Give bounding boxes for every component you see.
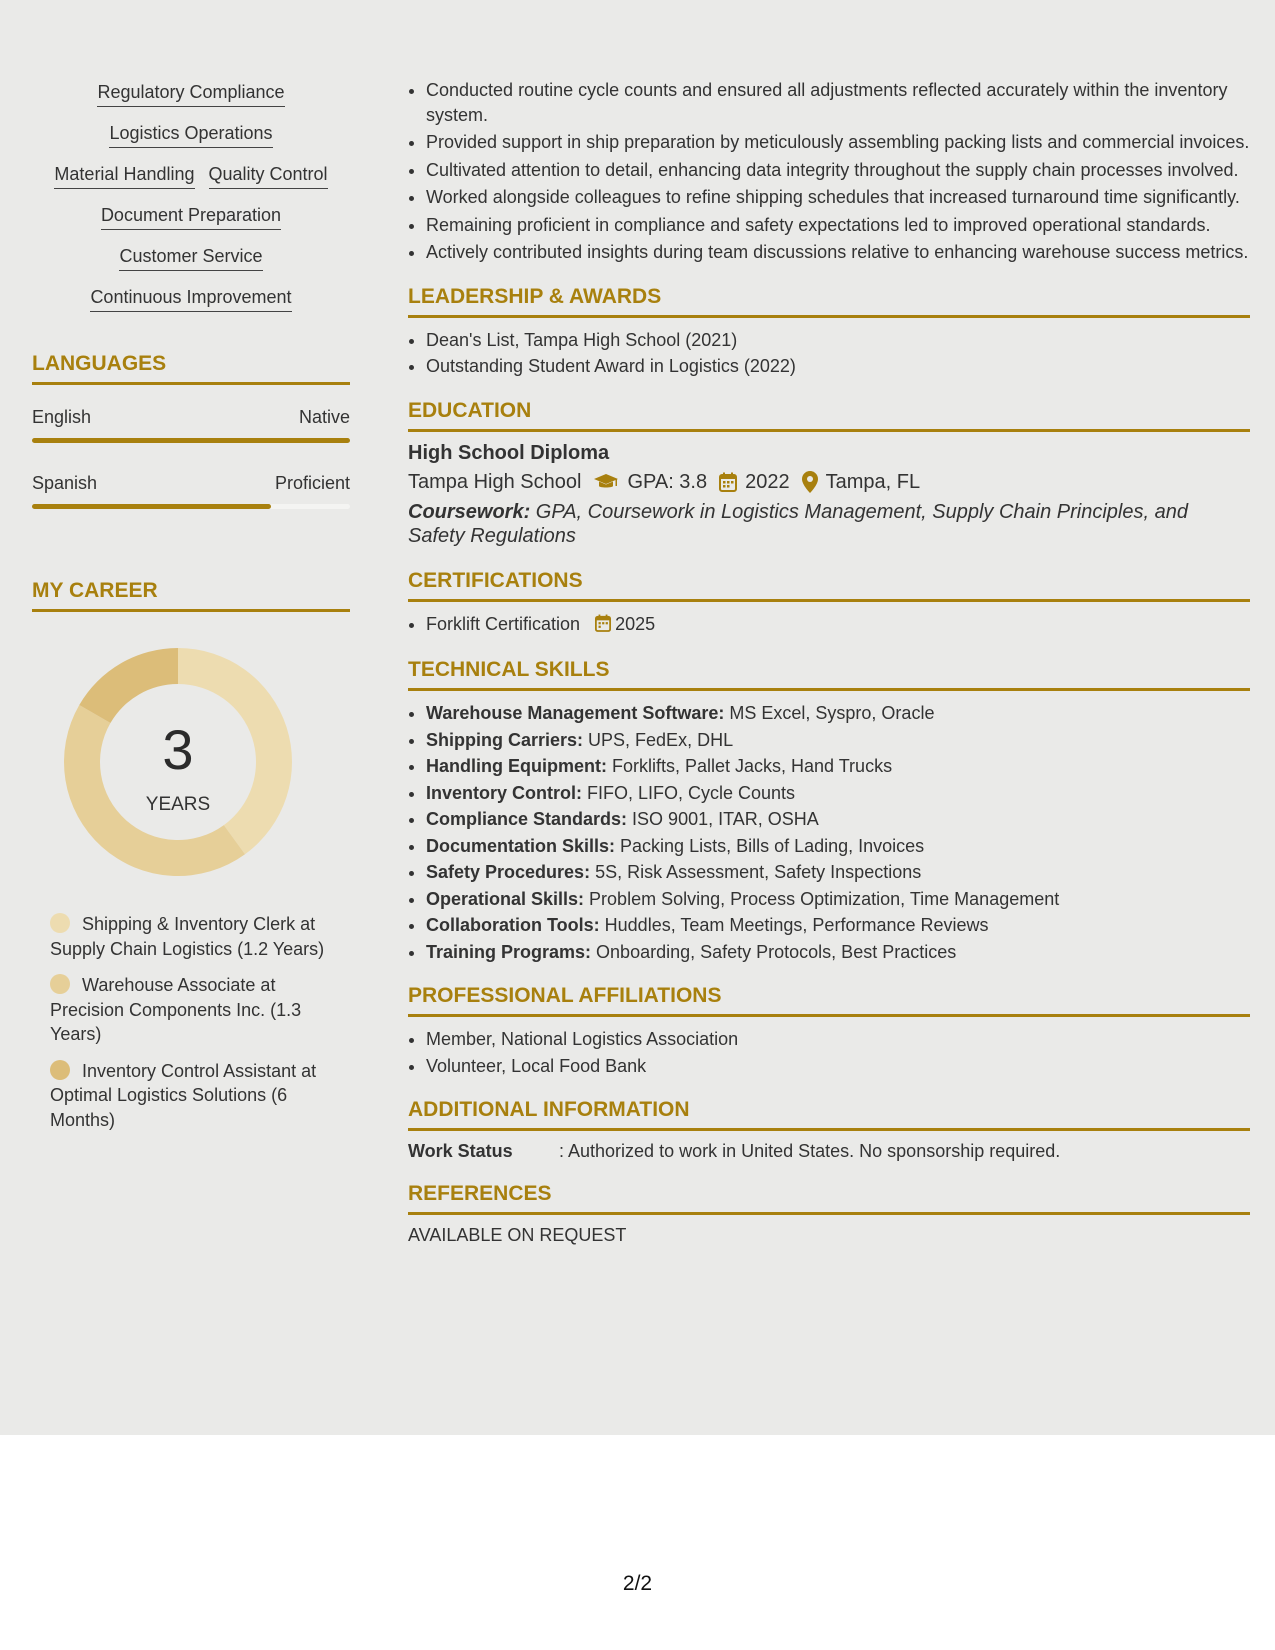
skill-tag: Regulatory Compliance (97, 82, 284, 107)
work-status-value: : Authorized to work in United States. No sponsorship required. (559, 1141, 1061, 1161)
references-text: AVAILABLE ON REQUEST (408, 1225, 627, 1245)
career-role-text: Warehouse Associate at Precision Components Inc. (1.3 Years) (50, 975, 302, 1044)
technical-skill-label: Shipping Carriers: (426, 729, 584, 750)
technical-skills-section (408, 658, 1250, 964)
technical-skill-value: Forklifts, Pallet Jacks, Hand Trucks (606, 756, 893, 776)
coursework-label: Coursework: (408, 500, 531, 523)
career-legend-item (50, 912, 330, 961)
language-name: English (32, 407, 92, 427)
education-coursework (408, 500, 1250, 549)
affiliation-item: • Member, National Logistics Association (426, 1027, 1250, 1052)
work-status-label: Work Status (408, 1141, 513, 1161)
leadership-list (408, 328, 1250, 379)
experience-bullets (408, 78, 1250, 265)
additional-info-section (408, 1098, 1250, 1162)
additional-info-title: ADDITIONAL INFORMATION (408, 1098, 1250, 1131)
education-year: 2022 (745, 470, 790, 493)
skill-tag: Document Preparation (101, 205, 281, 230)
technical-skill-value: Packing Lists, Bills of Lading, Invoices (615, 835, 925, 856)
education-gpa: GPA: 3.8 (627, 470, 708, 493)
career-section (32, 579, 350, 1132)
technical-skill-label: Warehouse Management Software: (426, 703, 725, 723)
career-total-unit: YEARS (145, 794, 211, 815)
certification-year: 2025 (615, 613, 656, 634)
skills-cloud (32, 82, 350, 312)
calendar-icon (719, 472, 737, 492)
coursework-text: GPA, Coursework in Logistics Management, Supply Chain Principles, and Safety Regulations (408, 500, 1188, 547)
affiliations-title: PROFESSIONAL AFFILIATIONS (408, 984, 1250, 1017)
affiliations-section (408, 984, 1250, 1078)
references-title: REFERENCES (408, 1182, 1250, 1215)
education-school: Tampa High School (408, 470, 582, 493)
experience-bullet: • Conducted routine cycle counts and ensured all adjustments reflected accurately within the inventory system. (426, 78, 1250, 127)
calendar-icon (595, 614, 611, 639)
experience-bullet: • Actively contributed insights during team discussions relative to enhancing warehouse success metrics. (426, 240, 1250, 265)
leadership-title: LEADERSHIP & AWARDS (408, 285, 1250, 318)
language-bar (32, 504, 350, 509)
education-section (408, 399, 1250, 549)
career-role-text: Inventory Control Assistant at Optimal Logistics Solutions (6 Months) (50, 1060, 317, 1130)
leadership-section (408, 285, 1250, 379)
technical-skill-value: FIFO, LIFO, Cycle Counts (582, 782, 796, 803)
affiliations-list (408, 1027, 1250, 1078)
page-number: 2/2 (622, 1572, 653, 1595)
technical-skill-label: Collaboration Tools: (426, 915, 600, 935)
skill-tag: Quality Control (209, 164, 328, 189)
education-degree: High School Diploma (408, 441, 610, 464)
technical-skill-item (426, 807, 1250, 832)
skill-tag: Customer Service (119, 246, 262, 271)
experience-bullet: • Provided support in ship preparation by meticulously assembling packing lists and commercial invoices. (426, 130, 1250, 155)
technical-skill-label: Safety Procedures: (426, 862, 591, 882)
language-bar-fill (32, 504, 271, 509)
leadership-item: • Dean's List, Tampa High School (2021) (426, 328, 1250, 353)
technical-skill-value: ISO 9001, ITAR, OSHA (627, 809, 819, 829)
location-pin-icon (802, 471, 818, 493)
technical-skill-label: Inventory Control: (426, 782, 582, 803)
technical-skills-title: TECHNICAL SKILLS (408, 658, 1250, 691)
career-donut-chart (64, 648, 292, 876)
technical-skill-label: Training Programs: (426, 941, 592, 962)
technical-skill-item (426, 834, 1250, 859)
language-bar (32, 438, 350, 443)
technical-skill-value: Onboarding, Safety Protocols, Best Practices (591, 941, 957, 962)
languages-section (32, 352, 350, 509)
left-column (32, 82, 350, 1144)
skill-tag: Continuous Improvement (90, 287, 291, 312)
technical-skill-item (426, 860, 1250, 885)
certification-name: Forklift Certification (426, 613, 581, 634)
technical-skill-label: Documentation Skills: (426, 835, 616, 856)
languages-title: LANGUAGES (32, 352, 350, 385)
technical-skill-item (426, 701, 1250, 726)
certifications-section (408, 569, 1250, 639)
technical-skill-item (426, 940, 1250, 965)
technical-skill-value: MS Excel, Syspro, Oracle (724, 703, 935, 723)
language-name: Spanish (32, 473, 98, 493)
education-details (408, 471, 1250, 494)
language-level: Proficient (274, 473, 350, 493)
education-title: EDUCATION (408, 399, 1250, 432)
legend-dot (50, 913, 70, 933)
technical-skill-value: UPS, FedEx, DHL (583, 729, 734, 750)
technical-skill-label: Operational Skills: (426, 888, 585, 909)
work-status-row (408, 1141, 1250, 1162)
technical-skill-value: Problem Solving, Process Optimization, Time Management (584, 888, 1060, 909)
legend-dot (50, 974, 70, 994)
education-location: Tampa, FL (825, 470, 921, 493)
graduation-cap-icon (593, 473, 619, 491)
technical-skill-item (426, 754, 1250, 779)
experience-bullet: • Cultivated attention to detail, enhancing data integrity throughout the supply chain processes involved. (426, 158, 1250, 183)
career-legend-item (50, 1059, 330, 1133)
technical-skill-item (426, 728, 1250, 753)
skill-tag: Material Handling (54, 164, 194, 189)
experience-bullet: • Remaining proficient in compliance and safety expectations led to improved operational standards. (426, 213, 1250, 238)
technical-skills-list (408, 701, 1250, 964)
experience-bullet: • Worked alongside colleagues to refine shipping schedules that increased turnaround time significantly. (426, 185, 1250, 210)
language-item (32, 473, 350, 509)
references-section (408, 1182, 1250, 1246)
language-level: Native (298, 407, 350, 427)
certification-item (426, 612, 1250, 639)
legend-dot (50, 1060, 70, 1080)
certifications-list (408, 612, 1250, 639)
career-total-number: 3 (162, 718, 194, 781)
technical-skill-item (426, 781, 1250, 806)
leadership-item: • Outstanding Student Award in Logistics (2022) (426, 354, 1250, 379)
technical-skill-value: 5S, Risk Assessment, Safety Inspections (590, 862, 922, 882)
technical-skill-label: Compliance Standards: (426, 809, 628, 829)
skill-tag: Logistics Operations (109, 123, 272, 148)
career-role-text: Shipping & Inventory Clerk at Supply Chain Logistics (1.2 Years) (50, 914, 325, 959)
career-legend-item (50, 973, 330, 1047)
language-bar-fill (32, 438, 350, 443)
right-column (408, 78, 1250, 1246)
affiliation-item: • Volunteer, Local Food Bank (426, 1054, 1250, 1079)
technical-skill-value: Huddles, Team Meetings, Performance Reviews (599, 915, 989, 935)
donut-slice (79, 648, 178, 723)
technical-skill-item (426, 887, 1250, 912)
language-item (32, 407, 350, 443)
career-legend (50, 912, 330, 1132)
certifications-title: CERTIFICATIONS (408, 569, 1250, 602)
technical-skill-label: Handling Equipment: (426, 756, 607, 776)
career-title: MY CAREER (32, 579, 350, 612)
technical-skill-item (426, 913, 1250, 938)
